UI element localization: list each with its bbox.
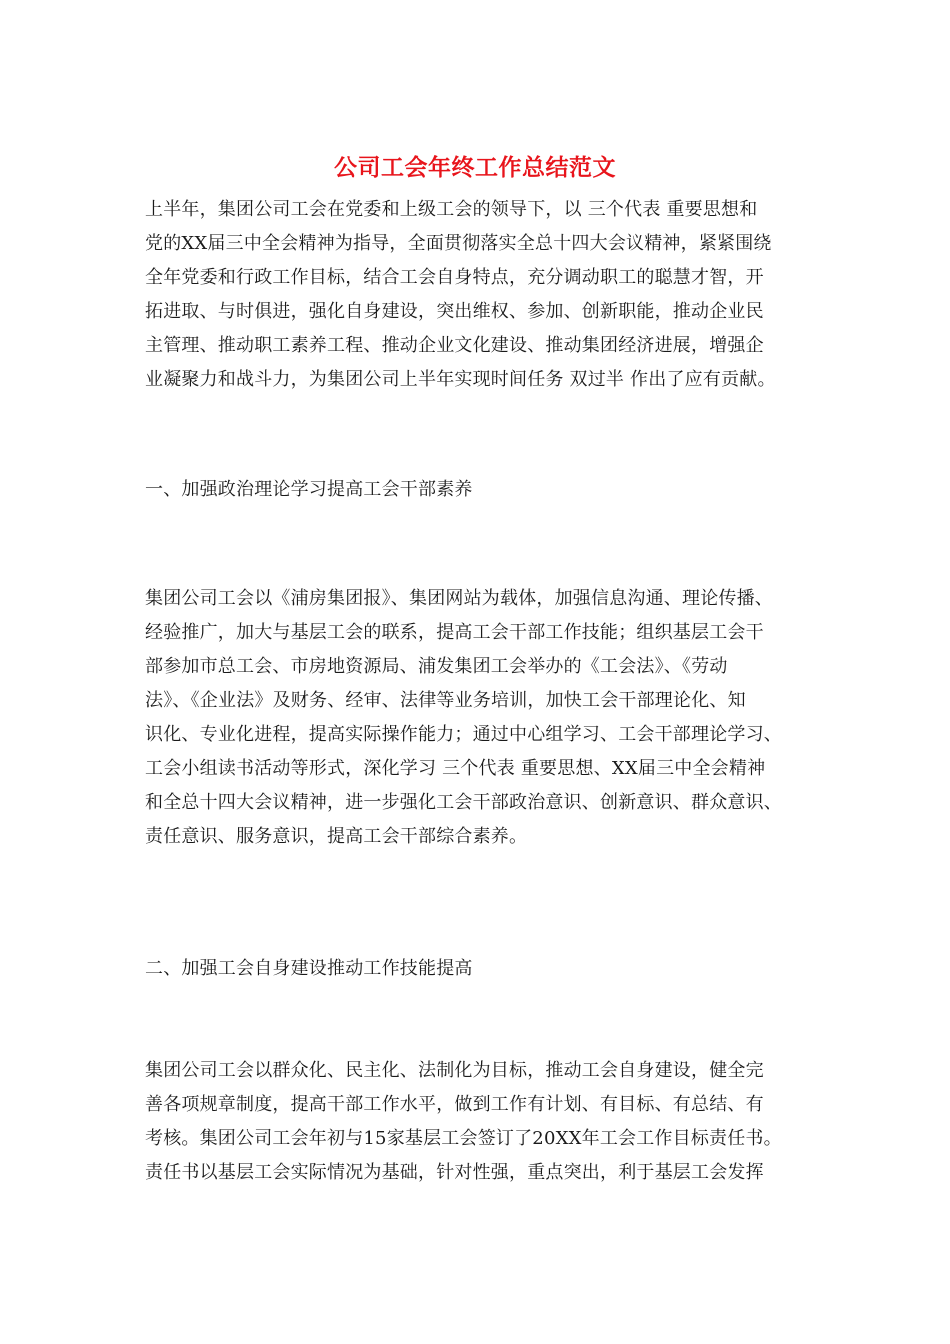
- intro-line: 业凝聚力和战斗力，为集团公司上半年实现时间任务 双过半 作出了应有贡献。: [145, 369, 776, 390]
- section2-line: 善各项规章制度，提高干部工作水平，做到工作有计划、有目标、有总结、有: [145, 1094, 764, 1115]
- document-title: 公司工会年终工作总结范文: [334, 155, 616, 181]
- section2-line: 考核。集团公司工会年初与15家基层工会签订了20XX年工会工作目标责任书。: [145, 1128, 782, 1149]
- section-heading-2: 二、加强工会自身建设推动工作技能提高: [145, 958, 473, 979]
- section1-line: 部参加市总工会、市房地资源局、浦发集团工会举办的《工会法》、《劳动: [145, 656, 728, 677]
- section2-line: 责任书以基层工会实际情况为基础，针对性强，重点突出，利于基层工会发挥: [145, 1162, 764, 1183]
- section1-line: 识化、专业化进程，提高实际操作能力；通过中心组学习、工会干部理论学习、: [145, 724, 782, 745]
- section1-line: 和全总十四大会议精神，进一步强化工会干部政治意识、创新意识、群众意识、: [145, 792, 782, 813]
- intro-line: 拓进取、与时俱进，强化自身建设，突出维权、参加、创新职能，推动企业民: [145, 301, 764, 322]
- section1-line: 集团公司工会以《浦房集团报》、集团网站为载体，加强信息沟通、理论传播、: [145, 588, 773, 609]
- section1-line: 工会小组读书活动等形式，深化学习 三个代表 重要思想、XX届三中全会精神: [145, 758, 766, 779]
- section1-line: 责任意识、服务意识，提高工会干部综合素养。: [145, 826, 528, 847]
- intro-line: 全年党委和行政工作目标，结合工会自身特点，充分调动职工的聪慧才智，开: [145, 267, 764, 288]
- intro-line: 主管理、推动职工素养工程、推动企业文化建设、推动集团经济进展，增强企: [145, 335, 764, 356]
- intro-line: 党的XX届三中全会精神为指导，全面贯彻落实全总十四大会议精神，紧紧围绕: [145, 233, 772, 254]
- section1-line: 经验推广，加大与基层工会的联系，提高工会干部工作技能；组织基层工会干: [145, 622, 764, 643]
- section1-line: 法》、《企业法》及财务、经审、法律等业务培训，加快工会干部理论化、知: [145, 690, 746, 711]
- section2-line: 集团公司工会以群众化、民主化、法制化为目标，推动工会自身建设，健全完: [145, 1060, 764, 1081]
- intro-line: 上半年，集团公司工会在党委和上级工会的领导下，以 三个代表 重要思想和: [145, 199, 758, 220]
- section-heading-1: 一、加强政治理论学习提高工会干部素养: [145, 479, 473, 500]
